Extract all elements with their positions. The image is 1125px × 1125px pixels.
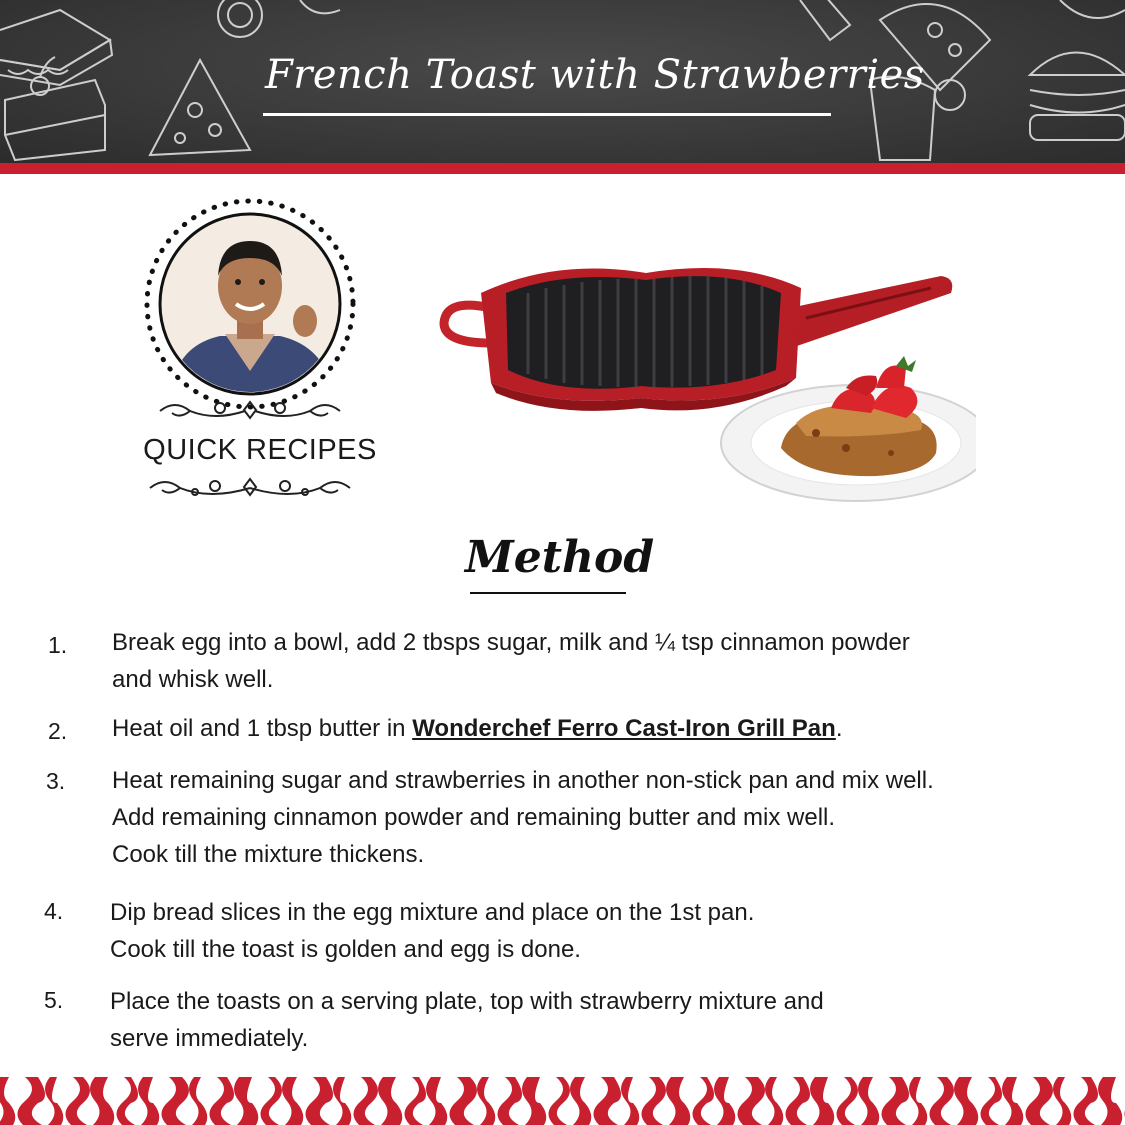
title-underline	[263, 113, 831, 116]
step-line: Cook till the toast is golden and egg is done.	[110, 936, 581, 963]
zebra-stripe	[449, 1077, 477, 1125]
zebra-stripe	[548, 1077, 570, 1125]
zebra-stripe	[497, 1077, 522, 1125]
zebra-stripe	[621, 1077, 639, 1125]
zebra-stripe	[1002, 1077, 1023, 1125]
zebra-stripe	[17, 1077, 45, 1125]
step-line: Dip bread slices in the egg mixture and place on the 1st pan.	[110, 899, 755, 926]
zebra-stripe	[641, 1077, 666, 1125]
zebra-stripe	[666, 1077, 690, 1125]
zebra-stripe	[0, 1077, 15, 1125]
recipe-title: French Toast with Strawberries	[265, 52, 925, 98]
step-text	[112, 710, 1102, 747]
step-line: Add remaining cinnamon powder and remaining butter and mix well.	[112, 804, 836, 831]
zebra-stripe	[234, 1077, 258, 1125]
quick-recipes-label: QUICK RECIPES	[143, 434, 377, 466]
zebra-stripe	[378, 1077, 402, 1125]
zebra-stripe	[858, 1077, 879, 1125]
zebra-stripe	[161, 1077, 189, 1125]
zebra-stripe	[426, 1077, 447, 1125]
step-number: 3.	[46, 768, 66, 794]
step-text	[110, 983, 1100, 1057]
zebra-stripe	[570, 1077, 591, 1125]
zebra-stripe	[785, 1077, 810, 1125]
quick-recipes-badge	[140, 196, 380, 516]
step-text-before-link: Heat oil and 1 tbsp butter in	[112, 715, 413, 742]
zebra-stripe	[810, 1077, 834, 1125]
zebra-stripe	[929, 1077, 954, 1125]
zebra-stripe	[522, 1077, 546, 1125]
zebra-stripe	[954, 1077, 978, 1125]
grill-pan-and-french-toast-image	[436, 258, 976, 518]
step-line: Break egg into a bowl, add 2 tbsps sugar, milk and ¼ tsp cinnamon powder	[112, 629, 910, 656]
grill-pan-product-link[interactable]: Wonderchef Ferro Cast-Iron Grill Pan	[412, 715, 836, 742]
zebra-stripe	[138, 1077, 159, 1125]
zebra-stripe	[1025, 1077, 1053, 1125]
zebra-stripe	[1098, 1077, 1122, 1125]
zebra-stripe	[593, 1077, 621, 1125]
zebra-stripe	[477, 1077, 495, 1125]
step-text	[110, 894, 1100, 968]
zebra-stripe	[737, 1077, 765, 1125]
chef-portrait-badge-graphic	[140, 196, 380, 516]
zebra-stripe	[765, 1077, 783, 1125]
grill-pan-illustration	[436, 258, 976, 518]
zebra-stripe	[1073, 1077, 1098, 1125]
step-line: Heat remaining sugar and strawberries in another non-stick pan and mix well.	[112, 767, 934, 794]
zebra-stripe	[305, 1077, 333, 1125]
zebra-stripe	[980, 1077, 1002, 1125]
step-line: serve immediately.	[110, 1025, 309, 1052]
zebra-stripe	[353, 1077, 378, 1125]
zebra-stripe-pattern	[0, 1077, 1125, 1125]
zebra-stripe	[90, 1077, 114, 1125]
header-banner	[0, 0, 1125, 163]
zebra-stripe	[65, 1077, 90, 1125]
zebra-stripe	[909, 1077, 927, 1125]
zebra-stripe	[692, 1077, 714, 1125]
step-line: Cook till the mixture thickens.	[112, 841, 425, 868]
zebra-stripe	[189, 1077, 207, 1125]
zebra-stripe	[714, 1077, 735, 1125]
step-line	[112, 710, 1102, 747]
step-line: Place the toasts on a serving plate, top with strawberry mixture and	[110, 988, 824, 1015]
step-number: 2.	[48, 718, 68, 744]
step-text-after-link: .	[835, 715, 843, 742]
zebra-stripe	[116, 1077, 138, 1125]
step-text	[112, 624, 1102, 698]
zebra-stripe	[333, 1077, 351, 1125]
step-number: 1.	[48, 632, 68, 658]
zebra-stripe	[45, 1077, 63, 1125]
zebra-stripe	[836, 1077, 858, 1125]
zebra-pattern-footer	[0, 1077, 1125, 1125]
step-number: 5.	[44, 987, 64, 1013]
zebra-stripe	[881, 1077, 909, 1125]
step-line: and whisk well.	[112, 666, 274, 693]
step-number: 4.	[44, 898, 64, 924]
method-heading: Method	[465, 532, 655, 583]
step-text	[112, 762, 1102, 873]
header-accent-strip	[0, 163, 1125, 174]
zebra-stripe	[209, 1077, 234, 1125]
zebra-stripe	[404, 1077, 426, 1125]
zebra-stripe	[282, 1077, 303, 1125]
zebra-stripe	[1053, 1077, 1071, 1125]
method-heading-underline	[470, 592, 626, 594]
zebra-stripe	[260, 1077, 282, 1125]
